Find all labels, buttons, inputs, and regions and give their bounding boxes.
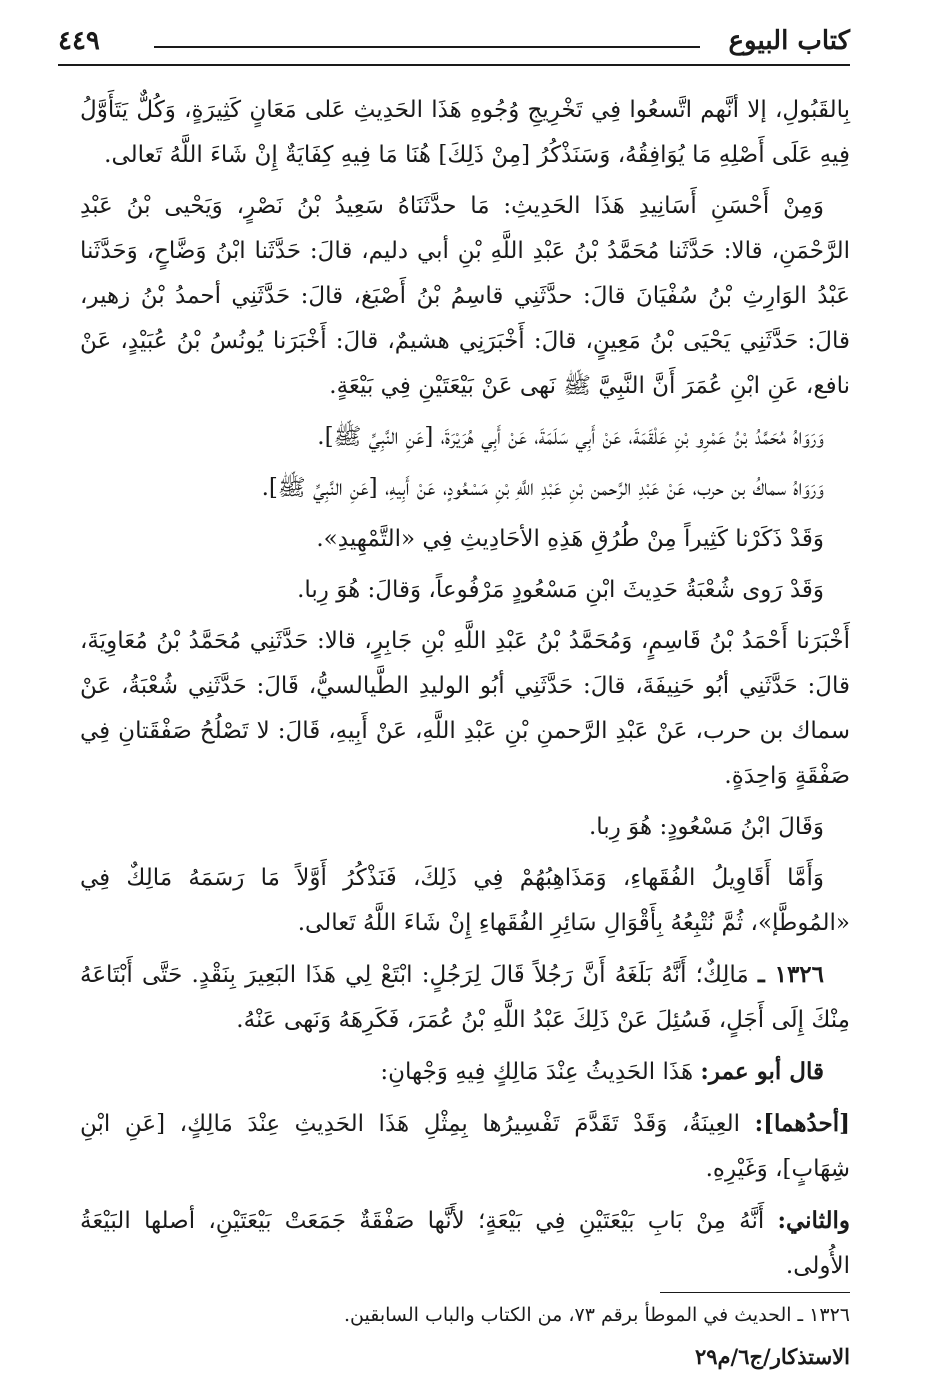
page-number: ٤٤٩ (58, 26, 100, 56)
paragraph: وَرَوَاهُ مُحَمَّدُ بْنُ عَمْرِو بْنِ عَلْقَمَةَ، عَنْ أَبِي سَلَمَةَ، عَنْ أَبِي هُرَيْرَةَ، [عَنِ النَّبِيِّ ﷺ]. (317, 424, 824, 450)
paragraph: بِالقَبُولِ، إلا أنَّهم اتَّسعُوا فِي تَخْرِيجِ وُجُوهِ هَذَا الحَدِيثِ عَلى مَعَانٍ كَثِيرَةٍ، وَكُلٌّ يَتَأَوَّلُ فِيهِ عَلَى أَصْلِهِ مَا يُوَافِقُهُ، وَسَنَذْكُرُ [مِنْ ذَلِكَ] هُنَا مَا فِيهِ كِفَايَةٌ إِنْ شَاءَ اللَّهُ تَعالى. (80, 97, 850, 168)
paragraph: وَرَوَاهُ سماكُ بن حرب، عَنْ عَبْدِ الرَّحمن بْنِ عَبْدِ اللَّهِ بْنِ مَسْعُودٍ، عَنْ أَبِيهِ، [عَنِ النَّبِيِّ ﷺ]. (261, 475, 824, 501)
abu-umar-text: هَذَا الحَدِيثُ عِنْدَ مَالِكٍ فِيهِ وَجْهانِ: (380, 1059, 694, 1085)
second-view-text: أَنَّهُ مِنْ بَابِ بَيْعَتَيْنِ فِي بَيْعَةٍ؛ لأَنَّها صَفْقَةٌ جَمَعَتْ بَيْعَتَيْنِ، أصلها البَيْعَةُ الأُولى. (80, 1208, 850, 1279)
footnote: ١٣٢٦ ـ الحديث في الموطأ برقم ٧٣، من الكتاب والباب السابقين. (343, 1304, 850, 1326)
hadith-number: ١٣٢٦ ـ (757, 961, 825, 988)
paragraph: وَأَمَّا أَقَاوِيلُ الفُقَهاءِ، وَمَذَاهِبُهُمْ فِي ذَلِكَ، فَنَذْكُرُ أَوَّلاً مَا رَسَمَهُ مَالِكٌ فِي «المُوطَّإ»، ثُمَّ نُتْبِعُهُ بِأَقْوَالِ سَائِرِ الفُقَهاءِ إِنْ شَاءَ اللَّهُ تَعالى. (80, 865, 850, 936)
hadith-text: مَالِكٌ؛ أَنَّهُ بَلَغَهُ أَنَّ رَجُلاً قَالَ لِرَجُلٍ: ابْتَعْ لِي هَذَا البَعِيرَ بِنَقْدٍ. حَتَّى أَبْتَاعَهُ مِنْكَ إِلَى أَجَلٍ، فَسُئِلَ عَنْ ذَلِكَ عَبْدُ اللَّهِ بْنُ عُمَرَ، فَكَرِهَهُ وَنَهى عَنْهُ. (80, 962, 850, 1033)
header-rule (154, 46, 700, 48)
paragraph: أَخْبَرَنا أَحْمَدُ بْنُ قَاسِمٍ، وَمُحَمَّدُ بْنُ عَبْدِ اللَّهِ بْنِ جَابِرٍ، قالا: حَدَّثَنِي مُحَمَّدُ بْنُ مُعَاوِيَةَ، قالَ: حَدَّثَنِي أبُو حَنِيفَةَ، قالَ: حَدَّثَنِي أبُو الوليدِ الطَّيالسيُّ، قَالَ: حَدَّثَنِي شُعْبَةُ، عَنْ سماك بن حرب، عَنْ عَبْدِ الرَّحمنِ بْنِ عَبْدِ اللَّهِ، عَنْ أَبِيهِ، قَالَ: لا تَصْلُحُ صَفْقَتانِ فِي صَفْقَةٍ وَاحِدَةٍ. (80, 628, 850, 789)
main-text (80, 88, 850, 1295)
first-view-paragraph (80, 1101, 850, 1192)
second-view-label: والثاني: (777, 1207, 851, 1234)
abu-umar-label: قال أبو عمر: (700, 1058, 824, 1085)
header-underline (58, 64, 850, 66)
paragraph: وَقَدْ رَوى شُعْبَةُ حَدِيثَ ابْنِ مَسْعُودٍ مَرْفُوعاً، وَقالَ: هُوَ رِبا. (297, 577, 824, 603)
chapter-title: كتاب البيوع (728, 26, 850, 56)
first-view-text: العِينَةُ، وَقَدْ تَقَدَّمَ تَفْسِيرُها بِمِثْلِ هَذَا الحَدِيثِ عِنْدَ مَالِكٍ، [عَنِ ابْنِ شِهَابٍ]، وَغَيْرِهِ. (80, 1111, 850, 1182)
abu-umar-paragraph (80, 1049, 850, 1095)
footnote-rule (660, 1292, 850, 1293)
paragraph: وَقَدْ ذَكَرْنا كَثِيراً مِنْ طُرُقِ هَذِهِ الأحَادِيثِ فِي «التَّمْهِيدِ». (316, 526, 824, 552)
first-view-label: [أحدُهما]: (754, 1110, 851, 1137)
paragraph: وَمِنْ أَحْسَنِ أَسَانِيدِ هَذَا الحَدِيثِ: مَا حدَّثَنَاهُ سَعِيدُ بْنُ نَصْرٍ، وَيَحْيى بْنُ عَبْدِ الرَّحْمَنِ، قالا: حَدَّثَنا مُحَمَّدُ بْنُ عَبْدِ اللَّهِ بْنِ أبي دليم، قالَ: حَدَّثَنا ابْنُ وَضَّاحٍ، وَحَدَّثَنا عَبْدُ الوَارِثِ بْنُ سُفْيَانَ قالَ: حدَّثَنِي قاسِمُ بْنُ أَصْبَغ، قالَ: حَدَّثَنِي أحمدُ بْنُ زهير، قالَ: حَدَّثَنِي يَحْيَى بْنُ مَعِينٍ، قالَ: أَخْبَرَنِي هشيمٌ، قالَ: أَخْبَرَنا يُونُسُ بْنُ عُبَيْدٍ، عَنْ نافع، عَنِ ابْنِ عُمَرَ أَنَّ النَّبِيَّ ﷺ نَهى عَنْ بَيْعَتَيْنِ فِي بَيْعَةٍ. (80, 193, 850, 399)
hadith-paragraph (80, 952, 850, 1043)
second-view-paragraph (80, 1198, 850, 1289)
paragraph: وَقَالَ ابْنُ مَسْعُودٍ: هُوَ رِبا. (588, 814, 824, 840)
page-footer: الاستذكار/ج٦/م٢٩ (694, 1344, 850, 1369)
running-header (58, 26, 850, 62)
